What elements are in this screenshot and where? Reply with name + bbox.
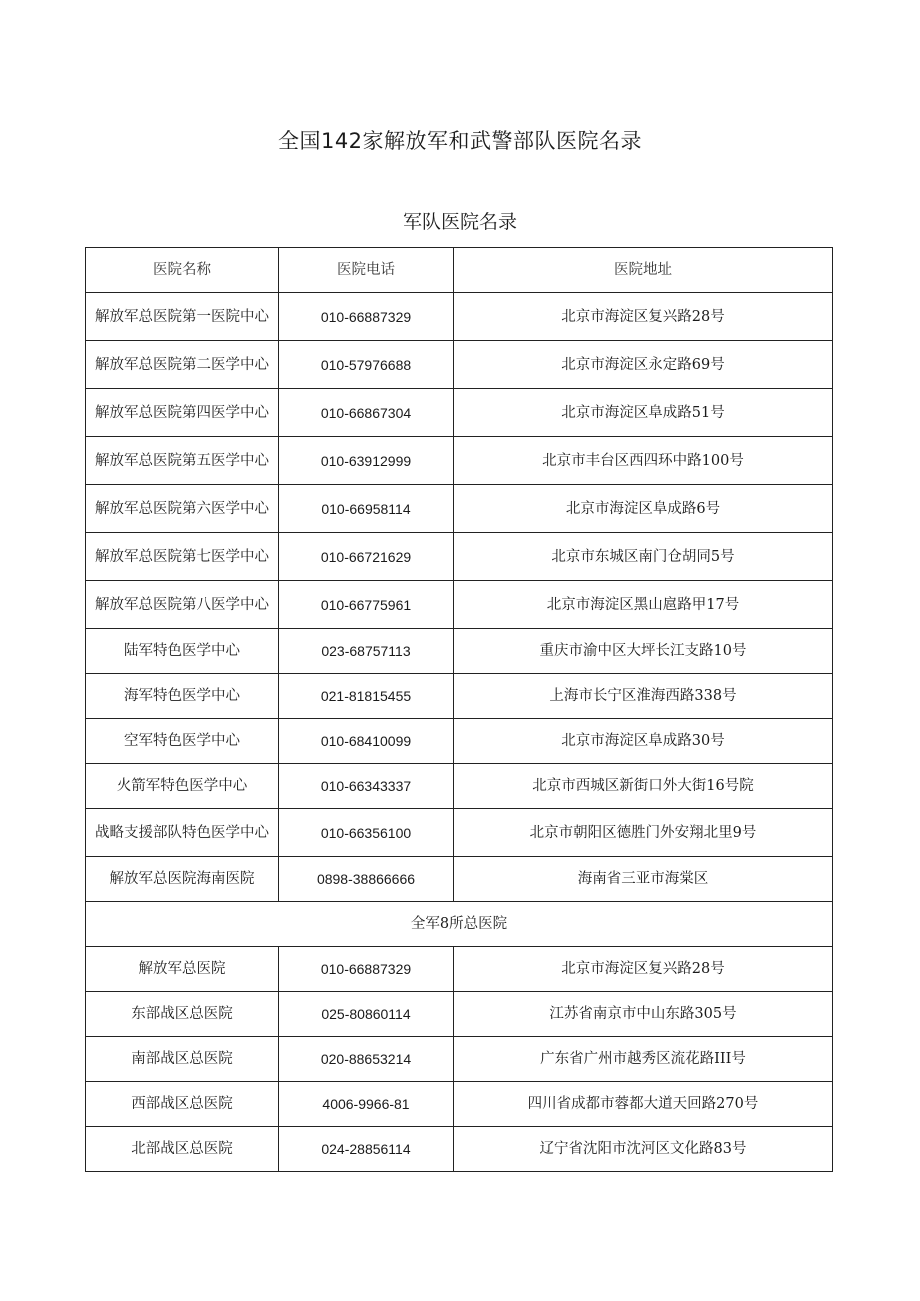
hospital-name: 东部战区总医院 [86, 992, 279, 1037]
group-row [86, 902, 833, 947]
hospital-name: 火箭军特色医学中心 [86, 764, 279, 809]
table-row [86, 947, 833, 992]
hospital-phone: 010-66958114 [279, 485, 454, 533]
hospital-table [85, 247, 833, 1172]
hospital-name: 战略支援部队特色医学中心 [86, 809, 279, 857]
table-row [86, 437, 833, 485]
document-title: 全国142家解放军和武警部队医院名录 [277, 129, 643, 153]
hospital-phone: 010-66887329 [279, 947, 454, 992]
table-row [86, 581, 833, 629]
hospital-phone: 0898-38866666 [279, 857, 454, 902]
hospital-phone: 010-66343337 [279, 764, 454, 809]
hospital-name: 解放军总医院 [86, 947, 279, 992]
table-row [86, 485, 833, 533]
hospital-phone: 024-28856114 [279, 1127, 454, 1172]
hospital-phone: 010-66887329 [279, 293, 454, 341]
hospital-phone: 4006-9966-81 [279, 1082, 454, 1127]
hospital-address: 广东省广州市越秀区流花路III号 [454, 1037, 833, 1082]
hospital-name: 空军特色医学中心 [86, 719, 279, 764]
hospital-name: 解放军总医院第四医学中心 [86, 389, 279, 437]
table-row [86, 1127, 833, 1172]
hospital-name: 陆军特色医学中心 [86, 629, 279, 674]
hospital-name: 解放军总医院第七医学中心 [86, 533, 279, 581]
hospital-name: 解放军总医院第一医院中心 [86, 293, 279, 341]
header-address: 医院地址 [454, 248, 833, 293]
hospital-address: 北京市海淀区阜成路30号 [454, 719, 833, 764]
table-row [86, 1037, 833, 1082]
hospital-address: 北京市西城区新街口外大街16号院 [454, 764, 833, 809]
table-row [86, 674, 833, 719]
table-row [86, 719, 833, 764]
table-row [86, 629, 833, 674]
hospital-address: 海南省三亚市海棠区 [454, 857, 833, 902]
hospital-address: 重庆市渝中区大坪长江支路10号 [454, 629, 833, 674]
hospital-phone: 010-66356100 [279, 809, 454, 857]
hospital-name: 解放军总医院第八医学中心 [86, 581, 279, 629]
hospital-phone: 010-66867304 [279, 389, 454, 437]
header-phone: 医院电话 [279, 248, 454, 293]
hospital-address: 北京市海淀区阜成路6号 [454, 485, 833, 533]
table-header-row [86, 248, 833, 293]
hospital-address: 四川省成都市蓉都大道天回路270号 [454, 1082, 833, 1127]
hospital-address: 辽宁省沈阳市沈河区文化路83号 [454, 1127, 833, 1172]
hospital-phone: 010-66775961 [279, 581, 454, 629]
hospital-address: 北京市海淀区阜成路51号 [454, 389, 833, 437]
hospital-phone: 023-68757113 [279, 629, 454, 674]
hospital-address: 北京市朝阳区德胜门外安翔北里9号 [454, 809, 833, 857]
hospital-address: 上海市长宁区淮海西路338号 [454, 674, 833, 719]
hospital-name: 西部战区总医院 [86, 1082, 279, 1127]
hospital-phone: 010-57976688 [279, 341, 454, 389]
table-row [86, 293, 833, 341]
table-row [86, 341, 833, 389]
hospital-name: 解放军总医院第二医学中心 [86, 341, 279, 389]
hospital-address: 江苏省南京市中山东路305号 [454, 992, 833, 1037]
hospital-name: 解放军总医院第五医学中心 [86, 437, 279, 485]
hospital-phone: 010-68410099 [279, 719, 454, 764]
hospital-phone: 010-66721629 [279, 533, 454, 581]
table-row [86, 992, 833, 1037]
table-row [86, 389, 833, 437]
hospital-address: 北京市东城区南门仓胡同5号 [454, 533, 833, 581]
hospital-address: 北京市海淀区永定路69号 [454, 341, 833, 389]
hospital-name: 解放军总医院海南医院 [86, 857, 279, 902]
hospital-phone: 021-81815455 [279, 674, 454, 719]
hospital-address: 北京市海淀区复兴路28号 [454, 947, 833, 992]
hospital-address: 北京市海淀区黑山扈路甲17号 [454, 581, 833, 629]
hospital-name: 北部战区总医院 [86, 1127, 279, 1172]
table-row [86, 533, 833, 581]
section-title: 军队医院名录 [402, 211, 517, 233]
table-row [86, 1082, 833, 1127]
hospital-name: 解放军总医院第六医学中心 [86, 485, 279, 533]
table-row [86, 809, 833, 857]
hospital-phone: 010-63912999 [279, 437, 454, 485]
hospital-phone: 025-80860114 [279, 992, 454, 1037]
table-row [86, 764, 833, 809]
hospital-address: 北京市丰台区西四环中路100号 [454, 437, 833, 485]
header-name: 医院名称 [86, 248, 279, 293]
hospital-name: 海军特色医学中心 [86, 674, 279, 719]
hospital-phone: 020-88653214 [279, 1037, 454, 1082]
hospital-name: 南部战区总医院 [86, 1037, 279, 1082]
group-label: 全军8所总医院 [86, 902, 833, 947]
hospital-address: 北京市海淀区复兴路28号 [454, 293, 833, 341]
table-row [86, 857, 833, 902]
